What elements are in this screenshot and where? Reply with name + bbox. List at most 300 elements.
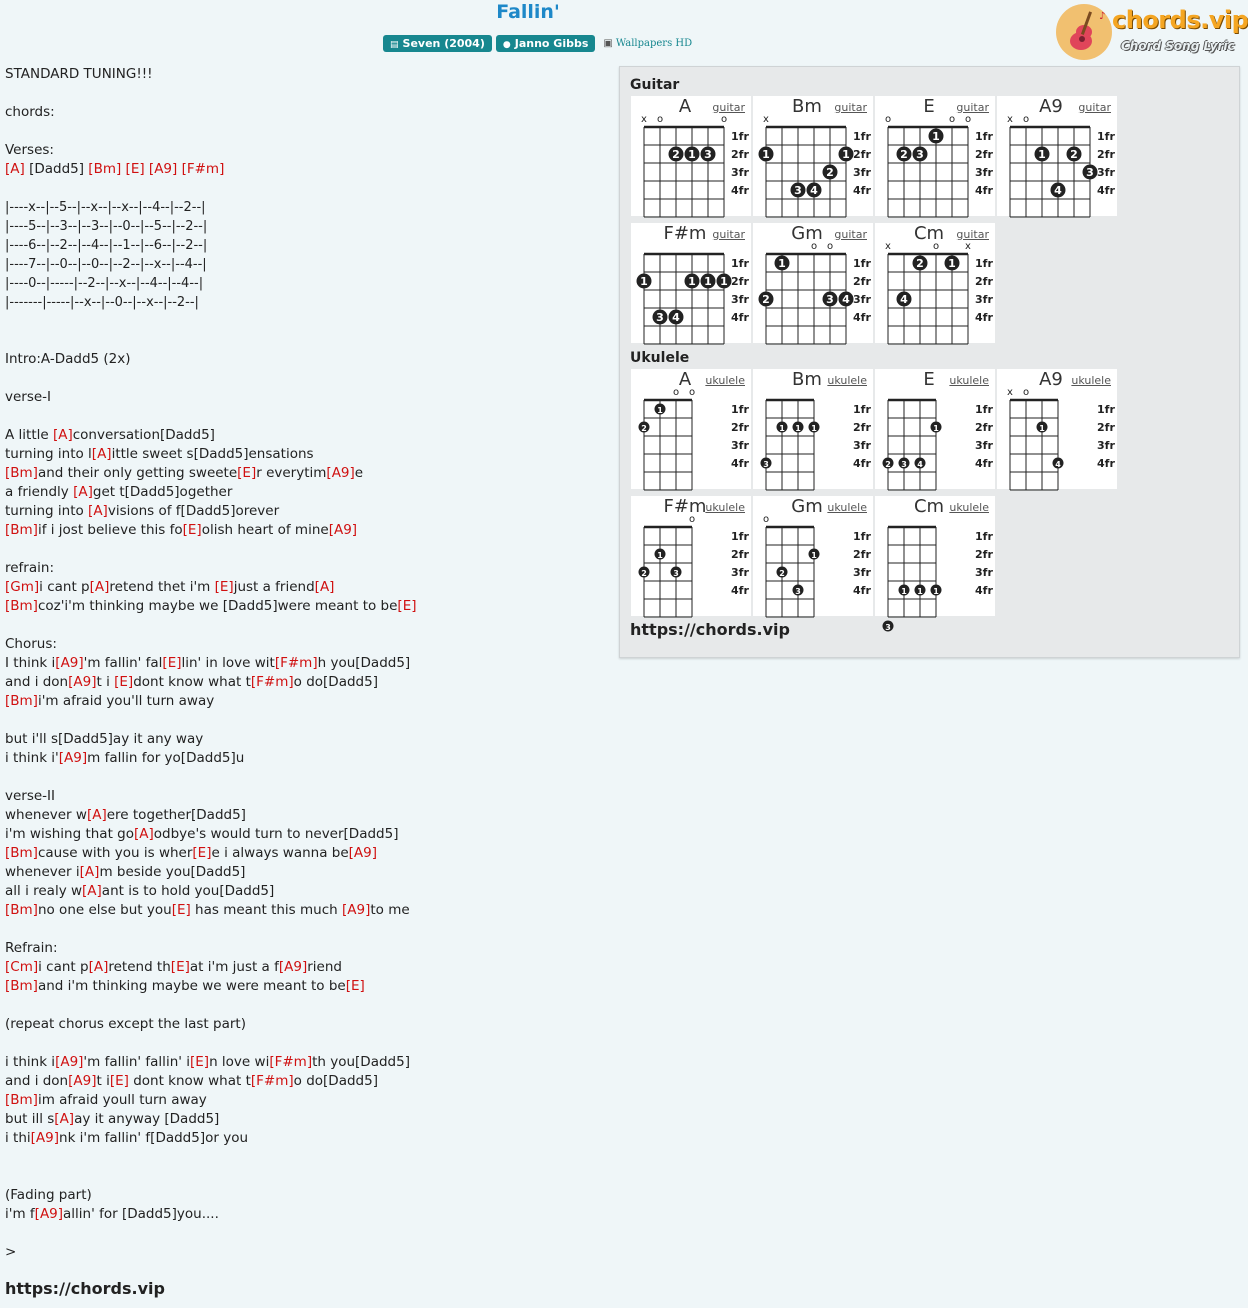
lyric-line: [5, 635, 605, 654]
fret-number-label: 3fr: [975, 439, 993, 452]
lyric-line: [5, 692, 605, 711]
fret-number-label: 2fr: [853, 148, 871, 161]
lyric-text: Refrain:: [5, 940, 58, 956]
fret-number-label: 4fr: [975, 184, 993, 197]
finger-number: 2: [1070, 148, 1078, 161]
chord-name: A9: [1039, 369, 1063, 390]
fret-number-label: 4fr: [1097, 184, 1115, 197]
chord-name: A: [678, 369, 692, 390]
site-logo[interactable]: [1055, 3, 1248, 61]
wallpapers-link[interactable]: [603, 38, 692, 49]
chord-link[interactable]: [E]: [190, 1054, 210, 1070]
chord-link[interactable]: [A9]: [68, 1073, 97, 1089]
fret-number-label: 4fr: [975, 584, 993, 597]
lyric-text: i thi: [5, 1130, 31, 1146]
lyric-text: Chorus:: [5, 636, 57, 652]
chord-link[interactable]: [Bm]: [5, 845, 38, 861]
instrument-link[interactable]: guitar: [956, 101, 989, 114]
finger-number: 1: [657, 406, 663, 415]
lyric-text: m beside you[Dadd5]: [99, 864, 246, 880]
lyric-line: [5, 768, 605, 787]
lyric-text: olish heart of mine: [201, 522, 329, 538]
lyric-text: conversation[Dadd5]: [72, 427, 215, 443]
lyric-text: |----0--|-----|--2--|--x--|--4--|--4--|: [5, 276, 204, 291]
lyric-text: dont know what t: [133, 674, 251, 690]
lyric-text: i think i: [5, 1054, 56, 1070]
fret-number-label: 1fr: [975, 530, 993, 543]
lyric-text: get t[Dadd5]ogether: [92, 484, 233, 500]
lyric-text: has meant this much: [190, 902, 342, 918]
chord-link[interactable]: [Cm]: [5, 959, 39, 975]
fret-number-label: 4fr: [731, 457, 749, 470]
instrument-link[interactable]: guitar: [834, 101, 867, 114]
wallpapers-label: Wallpapers HD: [615, 38, 693, 49]
lyric-text: im afraid youll turn away: [37, 1092, 207, 1108]
lyric-line: [5, 1224, 605, 1243]
finger-number: 3: [916, 148, 924, 161]
instrument-link[interactable]: guitar: [712, 101, 745, 114]
chord-link[interactable]: [F#m]: [181, 161, 225, 177]
chord-link[interactable]: [Bm]: [88, 161, 122, 177]
guitar-chord-card-gm[interactable]: [753, 223, 873, 343]
ukulele-chord-card-bm[interactable]: [753, 369, 873, 489]
fret-number-label: 2fr: [731, 421, 749, 434]
lyric-text: |----7--|--0--|--0--|--2--|--x--|--4--|: [5, 257, 207, 272]
muted-string-marker: x: [1007, 114, 1013, 125]
ukulele-chord-card-fsharpm[interactable]: [631, 496, 751, 616]
instrument-link[interactable]: guitar: [834, 228, 867, 241]
album-icon: ▤: [390, 40, 399, 50]
finger-number: 1: [688, 148, 696, 161]
lyric-text: if i jost believe this fo: [37, 522, 183, 538]
fret-number-label: 2fr: [731, 548, 749, 561]
finger-number: 1: [933, 424, 939, 433]
lyric-line: [5, 1205, 605, 1224]
chord-name: Gm: [791, 496, 823, 517]
finger-number: 3: [885, 623, 891, 632]
chord-link[interactable]: [A]: [54, 1111, 75, 1127]
fret-number-label: 1fr: [1097, 130, 1115, 143]
chord-link[interactable]: [A]: [52, 427, 73, 443]
chord-link[interactable]: [A9]: [55, 1054, 84, 1070]
fret-number-label: 3fr: [975, 566, 993, 579]
fret-number-label: 2fr: [1097, 148, 1115, 161]
lyric-line: [5, 1148, 605, 1167]
lyric-text: |----x--|--5--|--x--|--x--|--4--|--2--|: [5, 200, 206, 215]
lyric-line: [5, 730, 605, 749]
lyric-line: [5, 160, 605, 179]
lyric-line: [5, 1091, 605, 1110]
chord-link[interactable]: [A9]: [68, 674, 97, 690]
fret-number-label: 3fr: [853, 293, 871, 306]
instrument-link[interactable]: ukulele: [705, 374, 745, 387]
finger-number: 2: [916, 257, 924, 270]
fret-number-label: 1fr: [1097, 403, 1115, 416]
lyric-text: dont know what t: [128, 1073, 251, 1089]
lyric-text: but i'll s[Dadd5]ay it any way: [5, 731, 204, 747]
lyric-text: i'm f: [5, 1206, 35, 1222]
finger-number: 1: [811, 424, 817, 433]
lyric-text: (Fading part): [5, 1187, 92, 1203]
site-url[interactable]: https://chords.vip: [5, 1279, 165, 1298]
lyric-line: [5, 502, 605, 521]
lyric-text: ay it anyway [Dadd5]: [74, 1111, 220, 1127]
tab-line: [5, 293, 605, 312]
finger-number: 1: [704, 275, 712, 288]
muted-string-marker: x: [885, 241, 891, 252]
lyric-line: [5, 578, 605, 597]
lyric-line: [5, 445, 605, 464]
lyric-line: [5, 540, 605, 559]
chord-diagram-panel: [619, 66, 1240, 658]
instrument-link[interactable]: guitar: [712, 228, 745, 241]
lyric-text: m fallin for yo[Dadd5]u: [87, 750, 245, 766]
chord-link[interactable]: [E]: [171, 902, 191, 918]
chord-name: Cm: [913, 496, 945, 517]
lyric-line: [5, 673, 605, 692]
fret-number-label: 3fr: [853, 166, 871, 179]
tab-line: [5, 217, 605, 236]
chord-name: F#m: [663, 496, 707, 517]
finger-number: 3: [763, 460, 769, 469]
finger-number: 1: [901, 587, 907, 596]
guitar-chord-card-cm[interactable]: [875, 223, 995, 343]
chord-link[interactable]: [Bm]: [5, 465, 38, 481]
chord-name: Bm: [792, 369, 822, 390]
chord-name: A: [678, 96, 692, 117]
lyric-line: [5, 559, 605, 578]
song-tags: [383, 35, 692, 52]
lyric-text: i cant p: [38, 959, 89, 975]
guitar-chord-card-a[interactable]: [631, 96, 751, 216]
lyric-text: coz'i'm thinking maybe we [Dadd5]were meant to be: [37, 598, 398, 614]
chord-link[interactable]: [E]: [125, 161, 145, 177]
lyric-text: retend thet i'm: [109, 579, 215, 595]
chord-link[interactable]: [A]: [91, 446, 112, 462]
chord-link[interactable]: [A9]: [328, 522, 358, 538]
lyric-text: and i don: [5, 674, 69, 690]
fret-number-label: 4fr: [731, 184, 749, 197]
song-title: Fallin': [496, 1, 560, 23]
chord-link[interactable]: [A]: [89, 579, 110, 595]
lyric-text: no one else but you: [37, 902, 172, 918]
album-label: Seven (2004): [402, 37, 485, 50]
chord-link[interactable]: [A]: [88, 959, 109, 975]
lyric-text: o do[Dadd5]: [293, 1073, 378, 1089]
guitar-chord-card-a9[interactable]: [997, 96, 1117, 216]
instrument-link[interactable]: ukulele: [949, 374, 989, 387]
open-string-marker: o: [1022, 114, 1030, 125]
finger-number: 1: [640, 275, 648, 288]
fret-number-label: 1fr: [853, 530, 871, 543]
lyric-line: [5, 939, 605, 958]
lyric-line: [5, 312, 605, 331]
finger-number: 1: [795, 424, 801, 433]
chord-name: Gm: [791, 223, 823, 244]
lyric-text: nk i'm fallin' f[Dadd5]or you: [59, 1130, 249, 1146]
instrument-link[interactable]: guitar: [956, 228, 989, 241]
panel-site-url[interactable]: https://chords.vip: [630, 620, 790, 639]
finger-number: 4: [1054, 184, 1062, 197]
fret-number-label: 1fr: [853, 403, 871, 416]
fret-number-label: 3fr: [853, 566, 871, 579]
fret-number-label: 3fr: [1097, 439, 1115, 452]
lyric-line: [5, 141, 605, 160]
lyric-text: allin' for [Dadd5]you....: [63, 1206, 219, 1222]
chord-link[interactable]: [A9]: [326, 465, 355, 481]
finger-number: 4: [810, 184, 818, 197]
instrument-link[interactable]: ukulele: [1071, 374, 1111, 387]
chord-link[interactable]: [A9]: [348, 845, 377, 861]
chord-link[interactable]: [Bm]: [5, 693, 38, 709]
lyric-text: th you[Dadd5]: [312, 1054, 410, 1070]
lyric-text: e i always wanna be: [211, 845, 349, 861]
open-string-marker: o: [720, 114, 728, 125]
lyric-line: [5, 787, 605, 806]
lyric-line: [5, 920, 605, 939]
chord-link[interactable]: [A9]: [55, 655, 84, 671]
instrument-link[interactable]: ukulele: [705, 501, 745, 514]
lyric-text: just a friend: [233, 579, 315, 595]
album-tag[interactable]: [383, 35, 492, 52]
lyric-line: [5, 1015, 605, 1034]
finger-number: 4: [917, 460, 923, 469]
chord-link[interactable]: [A9]: [34, 1206, 64, 1222]
fret-number-label: 4fr: [975, 457, 993, 470]
lyric-text: i'm afraid you'll turn away: [37, 693, 215, 709]
fret-number-label: 2fr: [731, 148, 749, 161]
lyric-text: cause with you is wher: [37, 845, 193, 861]
lyric-text: i'm wishing that go: [5, 826, 134, 842]
finger-number: 1: [1038, 148, 1046, 161]
chord-link[interactable]: [A9]: [341, 902, 371, 918]
ukulele-chord-card-a[interactable]: [631, 369, 751, 489]
fret-number-label: 2fr: [975, 148, 993, 161]
lyric-text: riend: [307, 959, 342, 975]
chord-link[interactable]: [A]: [73, 484, 93, 500]
fret-number-label: 3fr: [731, 439, 749, 452]
lyric-text: and their only getting sweete: [37, 465, 238, 481]
lyric-text: i cant p: [39, 579, 90, 595]
guitar-section-label: Guitar: [630, 77, 680, 93]
finger-number: 1: [811, 551, 817, 560]
instrument-link[interactable]: guitar: [1078, 101, 1111, 114]
lyric-text: o do[Dadd5]: [293, 674, 378, 690]
chord-link[interactable]: [Bm]: [5, 522, 38, 538]
finger-number: 2: [672, 148, 680, 161]
chord-link[interactable]: [E]: [237, 465, 257, 481]
chord-link[interactable]: [E]: [345, 978, 365, 994]
chord-link[interactable]: [A]: [88, 503, 108, 519]
lyric-text: 'm fallin' fal: [83, 655, 163, 671]
chord-name: E: [923, 369, 935, 390]
lyric-line: [5, 388, 605, 407]
fret-number-label: 1fr: [975, 403, 993, 416]
fret-number-label: 3fr: [731, 293, 749, 306]
chord-link[interactable]: [Bm]: [5, 1092, 38, 1108]
lyric-text: all i realy w: [5, 883, 83, 899]
lyric-text: [Dadd5]: [24, 161, 89, 177]
chord-link[interactable]: [F#m]: [250, 1073, 294, 1089]
chord-link[interactable]: [A9]: [58, 750, 88, 766]
fret-number-label: 3fr: [975, 293, 993, 306]
chord-link[interactable]: [A]: [5, 161, 25, 177]
chord-link[interactable]: [E]: [162, 655, 182, 671]
fret-number-label: 2fr: [1097, 421, 1115, 434]
muted-string-marker: x: [641, 114, 647, 125]
finger-number: 3: [794, 184, 802, 197]
tab-line: [5, 198, 605, 217]
lyric-line: [5, 122, 605, 141]
open-string-marker: o: [762, 514, 770, 525]
guitar-chord-card-fsharpm[interactable]: [631, 223, 751, 343]
open-string-marker: o: [1022, 387, 1030, 398]
chord-link[interactable]: [F#m]: [250, 674, 294, 690]
user-icon: ●: [502, 40, 511, 50]
chord-link[interactable]: [E]: [170, 959, 190, 975]
chord-link[interactable]: [A9]: [30, 1130, 60, 1146]
fret-number-label: 4fr: [853, 184, 871, 197]
tab-line: [5, 274, 605, 293]
open-string-marker: o: [688, 387, 696, 398]
fret-number-label: 1fr: [975, 257, 993, 270]
fret-number-label: 3fr: [853, 439, 871, 452]
chord-link[interactable]: [E]: [182, 522, 202, 538]
lyric-line: [5, 1186, 605, 1205]
open-string-marker: o: [826, 241, 834, 252]
lyric-text: r everytim: [256, 465, 327, 481]
chord-name: E: [923, 96, 935, 117]
chord-link[interactable]: [A]: [314, 579, 335, 595]
lyric-line: [5, 65, 605, 84]
open-string-marker: o: [672, 387, 680, 398]
lyric-text: |----6--|--2--|--4--|--1--|--6--|--2--|: [5, 238, 208, 253]
finger-number: 1: [688, 275, 696, 288]
chord-link[interactable]: [E]: [114, 674, 134, 690]
chord-link[interactable]: [E]: [192, 845, 212, 861]
lyric-line: [5, 1110, 605, 1129]
guitar-chord-card-e[interactable]: [875, 96, 995, 216]
guitar-chord-card-bm[interactable]: [753, 96, 873, 216]
chord-link[interactable]: [A9]: [148, 161, 178, 177]
chord-name: Bm: [792, 96, 822, 117]
lyric-text: t i: [96, 1073, 110, 1089]
fret-number-label: 2fr: [975, 275, 993, 288]
lyric-text: STANDARD TUNING!!!: [5, 66, 153, 82]
ukulele-chord-card-e[interactable]: [875, 369, 995, 489]
chord-link[interactable]: [Bm]: [5, 902, 38, 918]
lyric-line: [5, 464, 605, 483]
chord-link[interactable]: [E]: [214, 579, 234, 595]
fret-number-label: 2fr: [853, 275, 871, 288]
finger-number: 1: [917, 587, 923, 596]
lyric-line: [5, 806, 605, 825]
lyric-text: h you[Dadd5]: [317, 655, 411, 671]
open-string-marker: o: [810, 241, 818, 252]
lyric-text: visions of f[Dadd5]orever: [107, 503, 280, 519]
fret-number-label: 2fr: [975, 548, 993, 561]
lyric-text: ere together[Dadd5]: [106, 807, 246, 823]
finger-number: 1: [762, 148, 770, 161]
fret-number-label: 1fr: [731, 403, 749, 416]
finger-number: 1: [933, 587, 939, 596]
lyric-text: to me: [370, 902, 410, 918]
svg-text:♪: ♪: [1099, 11, 1106, 22]
logo-text: chords.vip: [1112, 6, 1248, 34]
fret-number-label: 4fr: [1097, 457, 1115, 470]
chord-link[interactable]: [E]: [397, 598, 417, 614]
lyric-text: turning into: [5, 503, 89, 519]
ukulele-chord-card-cm[interactable]: [875, 496, 995, 632]
fret-number-label: 3fr: [731, 566, 749, 579]
ukulele-chord-card-gm[interactable]: [753, 496, 873, 616]
finger-number: 3: [1086, 166, 1094, 179]
chord-link[interactable]: [A]: [79, 864, 100, 880]
lyric-line: [5, 369, 605, 388]
lyric-text: whenever w: [5, 807, 87, 823]
chord-link[interactable]: [A]: [86, 807, 107, 823]
lyric-line: [5, 1034, 605, 1053]
chord-link[interactable]: [Bm]: [5, 598, 38, 614]
lyric-text: |----5--|--3--|--3--|--0--|--5--|--2--|: [5, 219, 208, 234]
lyric-text: n love wi: [209, 1054, 270, 1070]
logo-subtitle: Chord Song Lyric: [1121, 39, 1235, 53]
lyric-line: [5, 1053, 605, 1072]
muted-string-marker: x: [965, 241, 971, 252]
chord-link[interactable]: [Gm]: [5, 579, 40, 595]
finger-number: 1: [932, 130, 940, 143]
finger-number: 4: [1055, 460, 1061, 469]
lyric-text: but ill s: [5, 1111, 55, 1127]
fret-number-label: 3fr: [731, 166, 749, 179]
chord-link[interactable]: [A9]: [278, 959, 308, 975]
chord-link[interactable]: [Bm]: [5, 978, 38, 994]
instrument-link[interactable]: ukulele: [827, 374, 867, 387]
lyric-line: [5, 977, 605, 996]
lyric-text: I think i: [5, 655, 56, 671]
lyric-line: [5, 84, 605, 103]
fret-number-label: 1fr: [731, 257, 749, 270]
lyric-line: [5, 901, 605, 920]
finger-number: 1: [1039, 424, 1045, 433]
chord-link[interactable]: [E]: [109, 1073, 129, 1089]
finger-number: 2: [762, 293, 770, 306]
chord-link[interactable]: [F#m]: [269, 1054, 313, 1070]
lyric-text: >: [5, 1244, 17, 1260]
artist-tag[interactable]: [496, 35, 596, 52]
lyric-line: [5, 407, 605, 426]
lyric-line: [5, 996, 605, 1015]
lyric-text: lin' in love wit: [181, 655, 275, 671]
lyric-line: [5, 350, 605, 369]
lyric-text: (repeat chorus except the last part): [5, 1016, 246, 1032]
lyric-text: t i: [96, 674, 115, 690]
open-string-marker: o: [932, 241, 940, 252]
instrument-link[interactable]: ukulele: [827, 501, 867, 514]
chord-link[interactable]: [A]: [134, 826, 154, 842]
lyric-text: i think i': [5, 750, 59, 766]
ukulele-chord-card-a9[interactable]: [997, 369, 1117, 489]
lyric-text: a friendly: [5, 484, 74, 500]
fret-number-label: 1fr: [853, 130, 871, 143]
chord-link[interactable]: [A]: [82, 883, 102, 899]
lyric-line: [5, 1243, 605, 1262]
instrument-link[interactable]: ukulele: [949, 501, 989, 514]
lyric-line: [5, 179, 605, 198]
finger-number: 1: [842, 148, 850, 161]
chord-link[interactable]: [F#m]: [274, 655, 318, 671]
lyric-line: [5, 597, 605, 616]
